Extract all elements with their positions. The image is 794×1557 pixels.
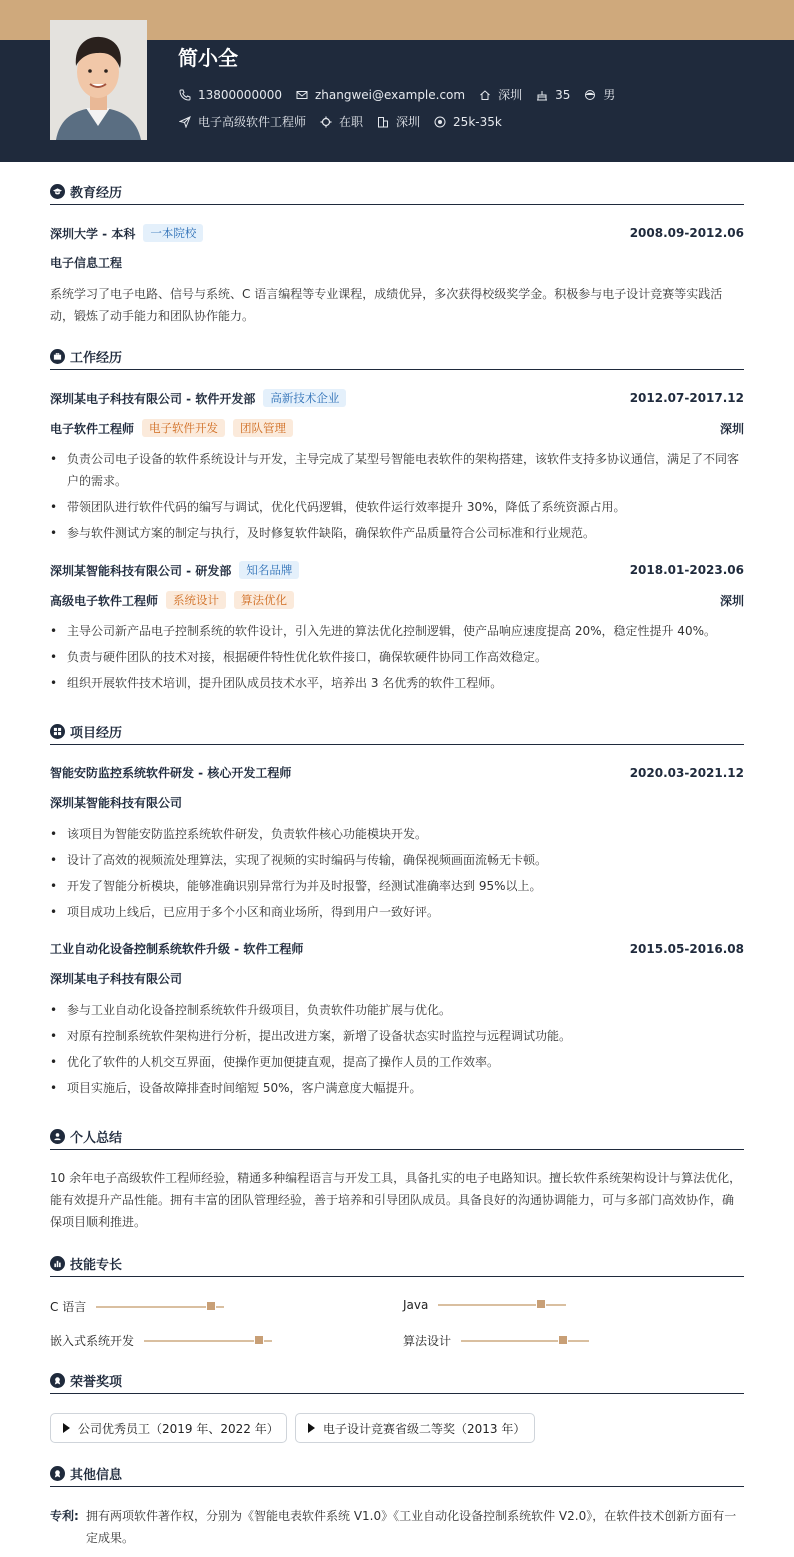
user-icon [50, 1129, 65, 1144]
list-item: • 该项目为智能安防监控系统软件研发，负责软件核心功能模块开发。 [50, 823, 744, 845]
job-role-row [50, 591, 744, 609]
target-position-item [178, 113, 306, 130]
play-triangle-icon [308, 1423, 315, 1433]
project-name: 工业自动化设备控制系统软件升级 - 软件工程师 [50, 942, 304, 956]
play-triangle-icon [63, 1423, 70, 1433]
email-text: zhangwei@example.com [314, 87, 466, 102]
section-title-text: 工作经历 [70, 350, 123, 366]
project-bullets [50, 999, 744, 1103]
award-text: 公司优秀员工（2019 年、2022 年） [78, 1421, 279, 1436]
education-header-row [50, 224, 744, 242]
section-title-text: 项目经历 [70, 725, 123, 741]
section-title-text: 荣誉奖项 [70, 1374, 123, 1390]
job-bullets [50, 620, 744, 698]
skill-name: 算法设计 [403, 1334, 452, 1348]
graduation-cap-icon [50, 184, 65, 199]
status-icon [319, 115, 333, 129]
award-chip [50, 1413, 287, 1443]
list-item: • 带领团队进行软件代码的编写与调试，优化代码逻辑，使软件运行效率提升 30%，降低了系统资源占用。 [50, 496, 744, 518]
job-header-row [50, 389, 744, 407]
job-role: 电子软件工程师 [50, 421, 135, 436]
job-bullets [50, 448, 744, 548]
skill-name: 嵌入式系统开发 [50, 1334, 135, 1348]
company-name: 深圳某智能科技有限公司 - 研发部 [50, 563, 232, 578]
location-item [478, 86, 522, 103]
skill-bar [144, 1340, 272, 1342]
project-company: 深圳某智能科技有限公司 [50, 796, 183, 810]
project-header-row [50, 764, 744, 781]
age-item [535, 88, 570, 102]
section-other [50, 1460, 744, 1487]
candidate-name: 简小全 [178, 46, 238, 70]
avatar [50, 20, 147, 140]
job-city: 深圳 [719, 593, 744, 608]
grid-icon [50, 724, 65, 739]
gender-item [583, 86, 615, 103]
section-title-text: 技能专长 [70, 1257, 123, 1273]
education-description: 系统学习了电子电路、信号与系统、C 语言编程等专业课程，成绩优异，多次获得校级奖学金。积极参与电子设计竞赛等实践活动，锻炼了动手能力和团队协作能力。 [50, 287, 723, 323]
email-item [295, 88, 465, 102]
job-city: 深圳 [719, 421, 744, 436]
skill-item [403, 1332, 589, 1349]
target-city-text: 深圳 [396, 115, 421, 129]
other-info-row [50, 1505, 744, 1549]
skill-tag: 团队管理 [233, 419, 293, 437]
project-company: 深圳某电子科技有限公司 [50, 972, 183, 986]
section-summary [50, 1123, 744, 1150]
list-item: • 组织开展软件技术培训，提升团队成员技术水平，培养出 3 名优秀的软件工程师。 [50, 672, 744, 694]
coin-icon [433, 115, 447, 129]
status-text: 在职 [339, 115, 364, 129]
skill-bar [96, 1306, 224, 1308]
status-item [319, 113, 363, 130]
project-bullets [50, 823, 744, 927]
skill-tag: 电子软件开发 [142, 419, 225, 437]
skill-name: C 语言 [50, 1300, 87, 1314]
award-chip [295, 1413, 535, 1443]
job-role-row [50, 419, 744, 437]
skill-bar [461, 1340, 589, 1342]
section-projects [50, 718, 744, 745]
skill-level-marker [206, 1301, 216, 1311]
skill-item [403, 1298, 566, 1312]
list-item: • 项目成功上线后，已应用于多个小区和商业场所，得到用户一致好评。 [50, 901, 744, 923]
project-period: 2020.03-2021.12 [629, 765, 744, 780]
project-company-row [50, 970, 744, 987]
section-work [50, 343, 744, 370]
school-tag: 一本院校 [143, 224, 203, 242]
location-text: 深圳 [498, 88, 523, 102]
project-company-row [50, 794, 744, 811]
other-text: 拥有两项软件著作权，分别为《智能电表软件系统 V1.0》《工业自动化设备控制系统软件 V2.0》，在软件技术创新方面有一定成果。 [86, 1509, 737, 1545]
send-icon [178, 115, 192, 129]
bar-chart-icon [50, 1256, 65, 1271]
target-position-text: 电子高级软件工程师 [198, 115, 307, 129]
cake-icon [535, 88, 549, 102]
award-medal-icon [50, 1373, 65, 1388]
list-item: • 主导公司新产品电子控制系统的软件设计，引入先进的算法优化控制逻辑，使产品响应速度提高 20%，稳定性提升 40%。 [50, 620, 744, 642]
list-item: • 参与工业自动化设备控制系统软件升级项目，负责软件功能扩展与优化。 [50, 999, 744, 1021]
target-city-item [376, 113, 420, 130]
section-title-text: 其他信息 [70, 1467, 123, 1483]
job-header-row [50, 561, 744, 579]
list-item: • 参与软件测试方案的制定与执行，及时修复软件缺陷，确保软件产品质量符合公司标准和行业规范。 [50, 522, 744, 544]
salary-text: 25k-35k [453, 114, 502, 129]
contact-info-row [178, 86, 628, 103]
person-face-icon [583, 88, 597, 102]
briefcase-icon [50, 349, 65, 364]
summary-text: 10 余年电子高级软件工程师经验，精通多种编程语言与开发工具，具备扎实的电子电路知识。擅长软件系统架构设计与算法优化，能有效提升产品性能。拥有丰富的团队管理经验，善于培养和引导团队成员。具备良好的沟通协调能力，可与多部门高效协作，确保项目顺利推进。 [50, 1171, 742, 1229]
company-tag: 高新技术企业 [263, 389, 346, 407]
project-period: 2015.05-2016.08 [629, 941, 744, 956]
other-label: 专利: [50, 1509, 79, 1523]
skill-level-marker [558, 1335, 568, 1345]
phone-icon [178, 88, 192, 102]
job-period: 2018.01-2023.06 [629, 563, 744, 577]
education-major-row [50, 254, 744, 271]
list-item: • 优化了软件的人机交互界面，使操作更加便捷直观，提高了操作人员的工作效率。 [50, 1051, 744, 1073]
school-name: 深圳大学 - 本科 [50, 226, 136, 241]
list-item: • 项目实施后，设备故障排查时间缩短 50%，客户满意度大幅提升。 [50, 1077, 744, 1099]
salary-item [433, 115, 502, 129]
job-intent-row [178, 113, 515, 130]
job-period: 2012.07-2017.12 [629, 391, 744, 405]
list-item: • 负责与硬件团队的技术对接，根据硬件特性优化软件接口，确保软硬件协同工作高效稳定。 [50, 646, 744, 668]
section-education [50, 178, 744, 205]
skill-name: Java [403, 1298, 429, 1312]
phone-text: 13800000000 [198, 87, 282, 102]
age-text: 35 [555, 87, 571, 102]
phone-item [178, 88, 282, 102]
skill-item [50, 1298, 224, 1315]
project-name: 智能安防监控系统软件研发 - 核心开发工程师 [50, 766, 292, 780]
project-header-row [50, 940, 744, 957]
award-text: 电子设计竞赛省级二等奖（2013 年） [323, 1421, 526, 1436]
company-tag: 知名品牌 [239, 561, 299, 579]
home-icon [478, 88, 492, 102]
skill-tag: 系统设计 [166, 591, 226, 609]
job-role: 高级电子软件工程师 [50, 593, 159, 608]
list-item: • 设计了高效的视频流处理算法，实现了视频的实时编码与传输，确保视频画面流畅无卡顿。 [50, 849, 744, 871]
major-name: 电子信息工程 [50, 256, 123, 270]
list-item: • 开发了智能分析模块，能够准确识别异常行为并及时报警，经测试准确率达到 95%以上。 [50, 875, 744, 897]
mail-icon [295, 88, 309, 102]
info-badge-icon [50, 1466, 65, 1481]
section-awards [50, 1367, 744, 1394]
company-name: 深圳某电子科技有限公司 - 软件开发部 [50, 391, 256, 406]
section-title-text: 个人总结 [70, 1130, 123, 1146]
skill-level-marker [254, 1335, 264, 1345]
skill-bar [438, 1304, 566, 1306]
list-item: • 负责公司电子设备的软件系统设计与开发，主导完成了某型号智能电表软件的架构搭建，该软件支持多协议通信，满足了不同客户的需求。 [50, 448, 744, 492]
list-item: • 对原有控制系统软件架构进行分析，提出改进方案，新增了设备状态实时监控与远程调试功能。 [50, 1025, 744, 1047]
education-period: 2008.09-2012.06 [629, 226, 744, 240]
gender-text: 男 [603, 88, 616, 102]
section-title-text: 教育经历 [70, 185, 123, 201]
skill-item [50, 1332, 272, 1349]
section-skills [50, 1250, 744, 1277]
skill-level-marker [536, 1299, 546, 1309]
skill-tag: 算法优化 [234, 591, 294, 609]
building-icon [376, 115, 390, 129]
